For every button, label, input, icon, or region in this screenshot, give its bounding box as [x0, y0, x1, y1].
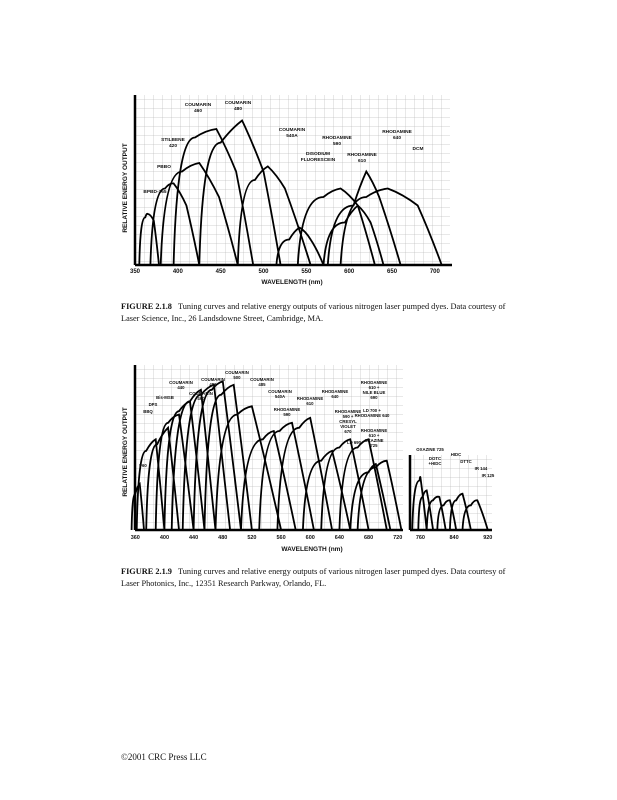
x-tick-label: 400 [172, 269, 183, 275]
label-rhodamine-610: RHODAMINE [347, 153, 377, 158]
x-tick-label: 700 [429, 269, 440, 275]
label-rhodamine-610-num: 610 [357, 159, 367, 164]
figure-2-1-9-label: FIGURE 2.1.9 [121, 567, 172, 576]
label-rhodamine-nile-4: 690 [370, 395, 378, 400]
label-dttc: DTTC [460, 459, 472, 464]
label-coumarin-540a: COUMARIN [268, 389, 292, 394]
x-tick-label: 520 [247, 535, 257, 541]
label-coumarin-500-num: 500 [233, 375, 241, 380]
figure-2-1-9-chart [118, 360, 498, 560]
label-rhodamine-oxazine-3: OXAZINE [364, 438, 384, 443]
label-ir144: IR 144 [474, 466, 488, 471]
label-p60: P60 [139, 463, 147, 468]
label-fluorescein: FLUORESCEIN [300, 158, 336, 163]
label-rhodamine-640-num: 640 [331, 394, 339, 399]
label-coumarin-480: COUMARIN [224, 101, 252, 106]
label-coumarin-460-num: 460 [197, 396, 205, 401]
figure-2-1-8-text: Tuning curves and relative energy outputs of various nitrogen laser pumped dyes. Data courtesy of Laser Science, Inc., 26 Landsdowne Street, Cambridge, MA. [121, 302, 506, 323]
label-coumarin-460: COUMARIN [189, 391, 213, 396]
x-tick-label: 600 [344, 269, 355, 275]
label-coumarin-460-num: 460 [193, 109, 203, 114]
label-coumarin-540a-num: 540A [274, 394, 286, 399]
label-coumarin-480-num: 480 [233, 107, 243, 112]
x-tick-label: 480 [218, 535, 228, 541]
label-stilbene: STILBENE [161, 138, 185, 143]
x-tick-label: 360 [130, 535, 140, 541]
x-tick-label: 560 [276, 535, 286, 541]
x-tick-label: 650 [387, 269, 398, 275]
label-dotc-2: +HIDC [428, 461, 442, 466]
label-bis-msb: Bis-MSB [156, 395, 174, 400]
figure-2-1-8-caption [121, 301, 521, 325]
x-axis-label: WAVELENGTH (nm) [281, 546, 343, 553]
label-ld690: LD 690 [346, 440, 362, 445]
label-rhodamine-640-num: 640 [392, 136, 402, 141]
label-rhodamine-nile-3: NILE BLUE [362, 390, 386, 395]
label-rhodamine-640: RHODAMINE [321, 389, 349, 394]
label-coumarin-485: COUMARIN [250, 377, 274, 382]
label-rhodamine-oxazine: RHODAMINE [360, 428, 388, 433]
label-coumarin-440-num: 440 [177, 385, 185, 390]
label-rhodamine-cresyl-5: 670 [344, 429, 352, 434]
label-ld700-2: RHODAMINE 640 [354, 413, 390, 418]
label-dps: DPS [148, 402, 158, 407]
x-tick-label: 550 [301, 269, 312, 275]
x-tick-label: 920 [483, 535, 493, 541]
plot-grid [135, 95, 450, 265]
y-axis-label: RELATIVE ENERGY OUTPUT [122, 407, 129, 497]
figure-2-1-9-text: Tuning curves and relative energy outputs of various nitrogen laser pumped dyes. Data courtesy of Laser Photonics, Inc., 12351 Research Parkway, Orlando, FL. [121, 567, 506, 588]
label-ld700: LD 700 + [363, 408, 381, 413]
label-rhodamine-oxazine-2: 610 + [368, 433, 380, 438]
y-axis-label: RELATIVE ENERGY OUTPUT [122, 143, 129, 233]
x-tick-label: 500 [258, 269, 269, 275]
label-pbbo: PBBO [157, 165, 171, 170]
x-tick-label: 840 [449, 535, 459, 541]
label-stilbene-num: 420 [168, 144, 178, 149]
label-rhodamine-cresyl-2: 590 + [342, 414, 354, 419]
label-rhodamine-590-num: 590 [332, 142, 342, 147]
x-tick-label: 350 [129, 269, 141, 275]
label-rhodamine-640: RHODAMINE [382, 130, 412, 135]
label-coumarin-460: COUMARIN [184, 103, 212, 108]
label-ir125: IR 125 [481, 473, 495, 478]
label-coumarin-485-num: 485 [258, 382, 266, 387]
x-axis-label: WAVELENGTH (nm) [261, 279, 323, 286]
label-rhodamine-cresyl: RHODAMINE [334, 409, 362, 414]
x-tick-label: 600 [305, 535, 315, 541]
label-coumarin-540a-num: 540A [286, 134, 298, 139]
label-rhodamine-590: RHODAMINE [273, 407, 301, 412]
figure-2-1-9-caption [121, 566, 521, 590]
label-rhodamine-oxazine-4: 725 [370, 443, 378, 448]
label-rhodamine-610-num: 610 [306, 401, 314, 406]
label-coumarin-481-num: 481 [209, 382, 217, 387]
figure-2-1-8-chart [118, 92, 458, 292]
x-tick-label: 720 [393, 535, 403, 541]
label-dcm: DCM [412, 147, 424, 152]
label-rhodamine-cresyl-4: VIOLET [340, 424, 356, 429]
label-rhodamine-cresyl-3: CRESYL [339, 419, 357, 424]
label-coumarin-500: COUMARIN [225, 370, 249, 375]
label-rhodamine-590-num: 590 [283, 412, 291, 417]
page-footer: ©2001 CRC Press LLC [121, 752, 207, 762]
x-tick-label: 640 [334, 535, 344, 541]
label-coumarin-540a: COUMARIN [278, 128, 306, 133]
label-bpbd: BPBD-365 [143, 190, 167, 195]
figure-2-1-8-label: FIGURE 2.1.8 [121, 302, 172, 311]
label-rhodamine-610: RHODAMINE [296, 396, 324, 401]
label-hidc: HIDC [450, 452, 462, 457]
x-tick-label: 450 [215, 269, 226, 275]
label-bbq: BBQ [143, 409, 153, 414]
label-rhodamine-nile-2: 610 + [368, 385, 380, 390]
label-coumarin-440: COUMARIN [169, 380, 193, 385]
label-disodium: DISODIUM [306, 152, 330, 157]
label-coumarin-481: COUMARIN [201, 377, 225, 382]
x-tick-label: 760 [415, 535, 426, 541]
label-dotc: DOTC [428, 456, 442, 461]
label-oxazine-725: OXAZINE 725 [416, 447, 444, 452]
x-tick-label: 680 [363, 535, 374, 541]
label-rhodamine-nile: RHODAMINE [360, 380, 388, 385]
x-tick-label: 400 [159, 535, 170, 541]
label-rhodamine-590: RHODAMINE [322, 136, 352, 141]
x-tick-label: 440 [189, 535, 199, 541]
